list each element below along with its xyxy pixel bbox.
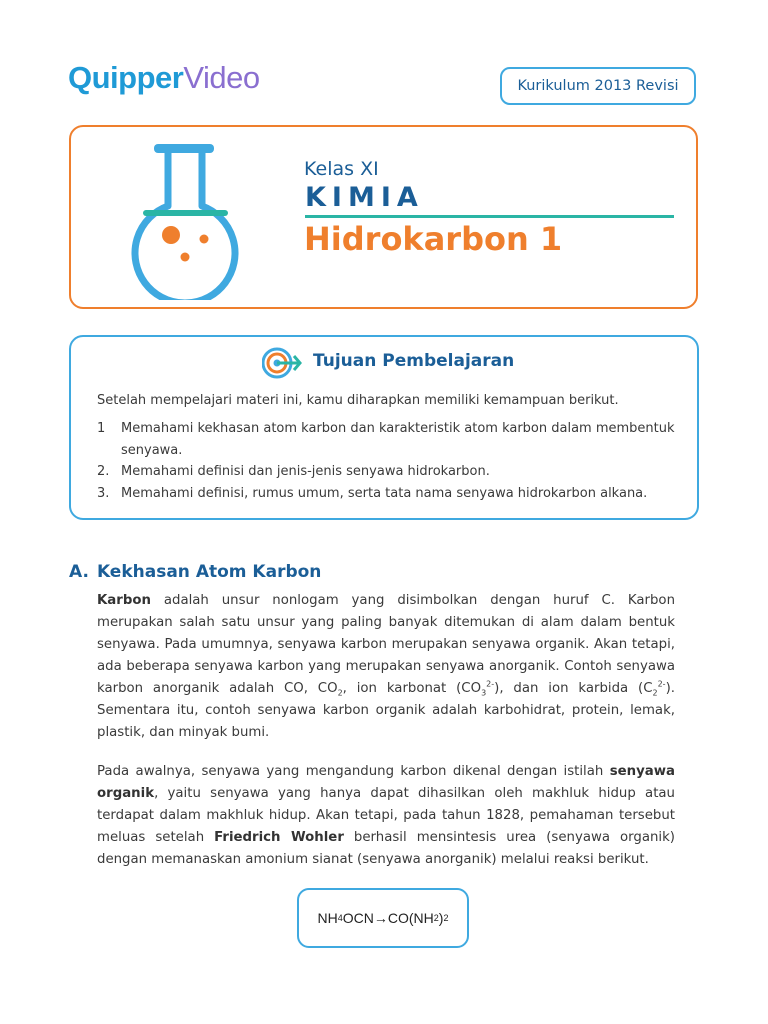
paragraph-senyawa-organik bbox=[97, 761, 675, 871]
curriculum-badge: Kurikulum 2013 Revisi bbox=[500, 67, 696, 105]
title-divider bbox=[305, 215, 674, 218]
learning-goals-title: Tujuan Pembelajaran bbox=[313, 351, 515, 371]
section-heading bbox=[69, 562, 321, 582]
eq-part: ) bbox=[438, 910, 444, 926]
text-run: adalah unsur nonlogam yang disimbolkan dengan huruf C. Karbon merupakan salah satu unsur yang paling banyak ditemukan di alam dalam bentuk senyawa. Pada umumnya, senyawa karbon merupakan senyawa organik. Akan tetapi, ada beberapa senyawa karbon yang merupakan senyawa anorganik. Contoh senyawa karbon anorganik adalah CO, CO bbox=[97, 593, 675, 696]
reaction-arrow-icon: → bbox=[373, 910, 388, 926]
subscript: 2 bbox=[652, 688, 658, 698]
list-item-number: 1 bbox=[97, 421, 106, 436]
section-letter: A. bbox=[69, 562, 89, 582]
text-run: , ion karbonat (CO bbox=[342, 681, 482, 696]
subject-label: KIMIA bbox=[305, 182, 424, 213]
list-item-number: 3. bbox=[97, 485, 110, 501]
paragraph-karbon bbox=[97, 590, 675, 744]
text-run: ). Sementara itu, contoh senyawa karbon organik adalah karbohidrat, protein, lemak, plastik, dan minyak bumi. bbox=[97, 681, 675, 740]
text-run: ), dan ion karbida (C bbox=[494, 681, 653, 696]
term-senyawa-organik: senyawa organik bbox=[97, 764, 675, 801]
eq-part: NH bbox=[317, 910, 338, 926]
quipper-video-logo: QuipperVideo bbox=[68, 60, 260, 95]
class-label: Kelas XI bbox=[304, 158, 379, 180]
learning-goals-list bbox=[97, 418, 687, 504]
superscript: 2- bbox=[486, 679, 495, 689]
eq-part: CO(NH bbox=[387, 910, 434, 926]
list-item bbox=[97, 418, 687, 461]
term-friedrich-wohler: Friedrich Wohler bbox=[214, 830, 344, 845]
list-item-number: 2. bbox=[97, 464, 110, 479]
reaction-equation bbox=[297, 888, 469, 948]
eq-subscript: 2 bbox=[433, 913, 439, 923]
learning-goals-intro: Setelah mempelajari materi ini, kamu diharapkan memiliki kemampuan berikut. bbox=[97, 393, 619, 408]
target-icon bbox=[262, 346, 304, 380]
flask-icon bbox=[126, 140, 254, 300]
term-karbon: Karbon bbox=[97, 593, 151, 608]
text-run: berhasil mensintesis urea (senyawa organik) dengan memanaskan amonium sianat (senyawa anorganik) melalui reaksi berikut. bbox=[97, 830, 675, 867]
list-item-text: Memahami definisi dan jenis-jenis senyawa hidrokarbon. bbox=[121, 464, 490, 479]
eq-part: OCN bbox=[342, 910, 374, 926]
subscript: 3 bbox=[481, 688, 487, 698]
list-item bbox=[97, 483, 687, 505]
superscript: 2- bbox=[657, 679, 666, 689]
list-item bbox=[97, 461, 687, 483]
text-run: , yaitu senyawa yang hanya dapat dihasilkan oleh makhluk hidup atau terdapat dalam makhluk hidup. Akan tetapi, pada tahun 1828, pemahaman tersebut meluas setelah bbox=[97, 786, 675, 845]
text-run: Pada awalnya, senyawa yang mengandung karbon dikenal dengan istilah bbox=[97, 764, 610, 779]
list-item-text: Memahami kekhasan atom karbon dan karakteristik atom karbon dalam membentuk senyawa. bbox=[121, 421, 675, 458]
subscript: 2 bbox=[337, 688, 343, 698]
section-title: Kekhasan Atom Karbon bbox=[96, 562, 322, 582]
list-item-text: Memahami definisi, rumus umum, serta tata nama senyawa hidrokarbon alkana. bbox=[121, 485, 648, 501]
topic-title: Hidrokarbon 1 bbox=[304, 220, 563, 258]
eq-subscript: 2 bbox=[443, 913, 449, 923]
eq-subscript: 4 bbox=[337, 913, 343, 923]
